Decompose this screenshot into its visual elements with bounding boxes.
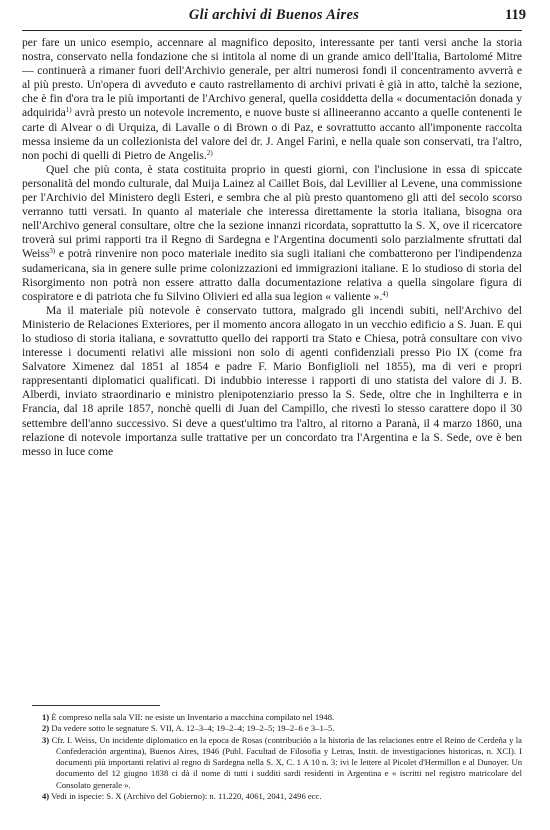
paragraph-2-text-a: Quel che più conta, è stata costituita proprio in questi giorni, con l'inclusione in essa di spiccate personalità del mondo culturale, dal Muija Lainez al Caillet Bois, dal Levillier al Levene, una commissione per l'Archivio del Ministero degli Esteri, e sembra che al più presto quantomeno gli atti del secolo scorso verranno tutti versati. In quanto al materiale che interessa direttamente la storia italiana, bisogna ora nell'Archivo general consultare, oltre che la sezione innanzi ricordata, soprattutto la S. X, ove il ricercatore troverà sui primi rapporti tra il Regno di Sardegna e l'Argentina documenti solo parzialmente sfruttati dal Weiss (22, 162, 522, 261)
paragraph-1-text-b: avrà presto un notevole incremento, e nuove buste si allineeranno accanto a quelle contenenti le carte di Alvear o di Urquiza, di Lavalle o di Brown o di Paz, e sovrattutto accanto all'imponente raccolta messa insieme da un collezionista del valore del dr. J. Angel Farinì, e nella quale son conservati, tra l'altro, non pochi di quelli di Pietro de Angelis. (22, 106, 522, 162)
page-number: 119 (505, 7, 526, 23)
footnote-4-number: 4) (42, 791, 50, 802)
paragraph-1-text-a: per fare un unico esempio, accennare al magnifico deposito, interessante per tanti versi anche la storia nostra, conservato nella fondazione che si intitola al nome di un grande amico dell'Italia, Bartolomé Mitre — continuerà a rimaner fuori dell'Archivio generale, per altri numerosi fondi il concentramento avverrà e al più presto. Un'opera di avveduto e cauto rastrellamento di archivi privati è già in atto, talchè la sezione, che è fin d'ora tra le più importanti de l'Archivo general, quella cosiddetta della « documentación donada y adquirida (22, 36, 522, 120)
paragraph-1 (22, 36, 522, 163)
footnote-2-number: 2) (42, 723, 50, 734)
footnote-3 (22, 735, 522, 791)
paragraph-2-text-b: e potrà rinvenire non poco materiale inedito sia sugli italiani che combatterono per l'indipendenza sudamericana, sia in genere sulle prime colonizzazioni ed immigrazioni italiane. E lo studioso di storia del Risorgimento non potrà non essere attratto dalla documentazione relativa a quella singolare figura di cospiratore e di patriota che fu Silvino Olivieri ed alla sua legion « valiente ». (22, 247, 522, 303)
footnote-2 (22, 723, 522, 734)
footnote-ref-1: 1) (65, 106, 72, 115)
footnote-3-number: 3) (42, 734, 50, 745)
body-text (22, 36, 522, 459)
footnote-ref-4: 4) (382, 289, 389, 298)
paragraph-3-text: Ma il materiale più notevole è conservato tuttora, malgrado gli incendi subiti, nell'Archivo del Ministerio de Relaciones Exteriores, per il momento ancora allogato in un vecchio edificio a S. Juan. E qui lo studioso di storia italiana, e sovrattutto quello dei rapporti tra Stato e Chiesa, potrà consultare con vivo interesse i documenti relativi alle missioni non solo di agenti confidenziali presso Pio IX (come fra Salvatore Ximenez dal 1851 al 1854 e padre F. Mario Bonfiglioli nel 1855), ma di veri e propri rappresentanti diplomatici qualificati. Di indubbio interesse i rapporti di uno statista del valore di J. B. Alberdi, inviato straordinario e ministro plenipotenziario presso la S. Sede, oltre che in Inghilterra e in Francia, dal 18 aprile 1857, nonchè quelli di Juan del Campillo, che rivestì lo stesso carattere dopo il 30 settembre dell'anno successivo. Si deve a quest'ultimo tra l'altro, al ritorno a Paranà, il 4 marzo 1860, una relazione di notevole importanza sulle trattative per un concordato tra l'Argentina e la S. Sede, ove è ben messo in luce come (22, 303, 522, 458)
footnotes (22, 712, 522, 802)
footnote-1-number: 1) (42, 712, 50, 722)
footnote-2-text: Da vedere sotto le segnature S. VII, A. 12–3–4; 19–2–4; 19–2–5; 19–2–6 e 3–1–5. (51, 723, 335, 734)
footnote-4-text: Vedi in ispecie: S. X (Archivo del Gobierno): n. 11.220, 4061, 2041, 2496 ecc. (51, 791, 322, 802)
footnote-1 (22, 712, 522, 723)
footnote-ref-3: 3) (49, 247, 56, 256)
footnote-3-text: Cfr. I. Weiss, Un incidente diplomatico en la epoca de Rosas (contribución a la historia de las relaciones entre el Reino de Cerdeña y la Confederación argentina), Buenos Aires, 1946 (Publ. Facultad de Filosofia y Letras, Instit. de investigaciones historicas, n. XCI). I documenti più importanti relativi al regno di Sardegna nella S. X, C. 1 A 10 n. 3: ivi le lettere al Picolet d'Hermillon e al Dunoyer. Un documento del 12 giugno 1838 ci dà il nome di tutti i sudditi sardi residenti in Argentina e « iscritti nel registro matricolare del Consolato generale ». (51, 734, 523, 790)
footnote-1-text: È compreso nella sala VII: ne esiste un Inventario a macchina compilato nel 1948. (51, 712, 335, 722)
paragraph-2 (22, 163, 522, 304)
footnote-ref-2: 2) (206, 148, 213, 157)
paragraph-3 (22, 304, 522, 459)
running-header (20, 7, 528, 27)
header-rule (22, 30, 522, 31)
footnote-rule (32, 705, 160, 706)
running-title: Gli archivi di Buenos Aires (188, 7, 360, 23)
footnote-4 (22, 791, 522, 802)
